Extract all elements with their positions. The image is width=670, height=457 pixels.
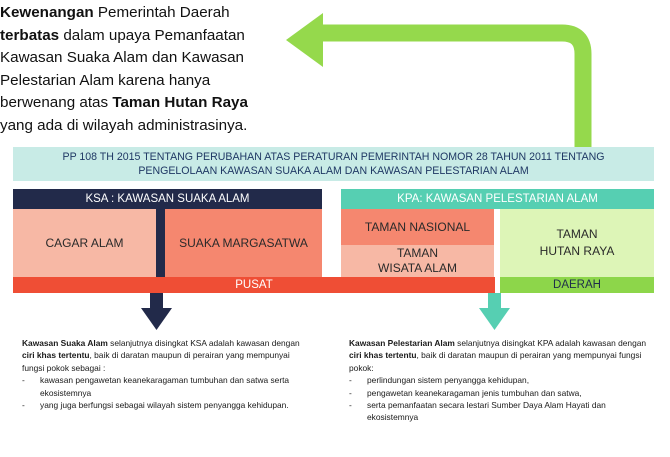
intro-paragraph [0,2,268,137]
ksa-desc-ciri: ciri khas tertentu [22,350,90,361]
taman-nasional-label: TAMAN NASIONAL [364,220,471,234]
taman-hutan-raya-box [500,209,654,277]
kpa-header: KPA: KAWASAN PELESTARIAN ALAM [341,189,654,209]
ksa-desc-term: Kawasan Suaka Alam [22,338,108,348]
list-item: - pengawetan keanekaragaman jenis tumbuhan dan satwa, [349,387,649,399]
suaka-margasatwa-box [165,209,322,277]
taman-hutan-line-2: HUTAN RAYA [539,244,615,258]
regulation-header [13,147,654,181]
kpa-description [349,337,649,424]
regulation-line-1: PP 108 TH 2015 TENTANG PERUBAHAN ATAS PERATURAN PEMERINTAH NOMOR 28 TAHUN 2011 TENTANG [62,151,605,163]
kpa-desc-term: Kawasan Pelestarian Alam [349,338,455,348]
kpa-function-list [349,374,649,424]
kpa-down-arrow-icon [479,293,510,330]
intro-bold-terbatas: terbatas [0,26,60,44]
intro-text-2: dalam upaya Pemanfaatan Kawasan Suaka Alam dan Kawasan Pelestarian Alam karena hanya berwenang atas [0,26,245,111]
list-item: - yang juga berfungsi sebagai wilayah sistem penyangga kehidupan. [22,399,307,411]
ksa-desc-text-a: selanjutnya disingkat KSA adalah kawasan dengan [107,338,300,348]
pusat-bar: PUSAT [13,277,495,293]
kpa-desc-intro [349,337,649,374]
kpa-desc-text-b: , baik di daratan maupun di perairan yang mempunyai fungsi pokok: [349,350,642,373]
list-item: - kawasan pengawetan keanekaragaman tumbuhan dan satwa serta ekosistemnya [22,374,307,399]
ksa-desc-text-b: , baik di daratan maupun di perairan yang mempunyai fungsi pokok sebagai : [22,350,290,373]
intro-bold-kewenangan: Kewenangan [0,4,94,21]
intro-bold-tahura: Taman Hutan Raya [112,94,248,111]
taman-wisata-line-2: WISATA ALAM [378,261,457,275]
ksa-desc-intro [22,337,307,374]
intro-text-1: Pemerintah Daerah [93,4,230,21]
kpa-desc-text-a: selanjutnya disingkat KPA adalah kawasan dengan [454,338,647,348]
ksa-header: KSA : KAWASAN SUAKA ALAM [13,189,322,209]
ksa-description [22,337,307,411]
kpa-desc-ciri: ciri khas tertentu [349,350,417,361]
taman-wisata-alam-box [341,245,494,277]
taman-nasional-box [341,209,494,245]
intro-text-3: yang ada di wilayah administrasinya. [0,116,248,134]
ksa-function-list [22,374,307,411]
list-item: - serta pemanfaatan secara lestari Sumber Daya Alam Hayati dan ekosistemnya [349,399,649,424]
taman-hutan-line-1: TAMAN [556,227,598,241]
cagar-alam-label: CAGAR ALAM [45,236,124,250]
ksa-down-arrow-icon [141,293,172,330]
regulation-line-2: PENGELOLAAN KAWASAN SUAKA ALAM DAN KAWASAN PELESTARIAN ALAM [138,164,529,177]
daerah-bar: DAERAH [500,277,654,293]
taman-wisata-line-1: TAMAN [396,246,439,260]
cagar-alam-box [13,209,156,277]
ksa-divider [156,209,165,277]
suaka-margasatwa-label: SUAKA MARGASATWA [179,236,308,250]
list-item: - perlindungan sistem penyangga kehidupan, [349,374,649,386]
